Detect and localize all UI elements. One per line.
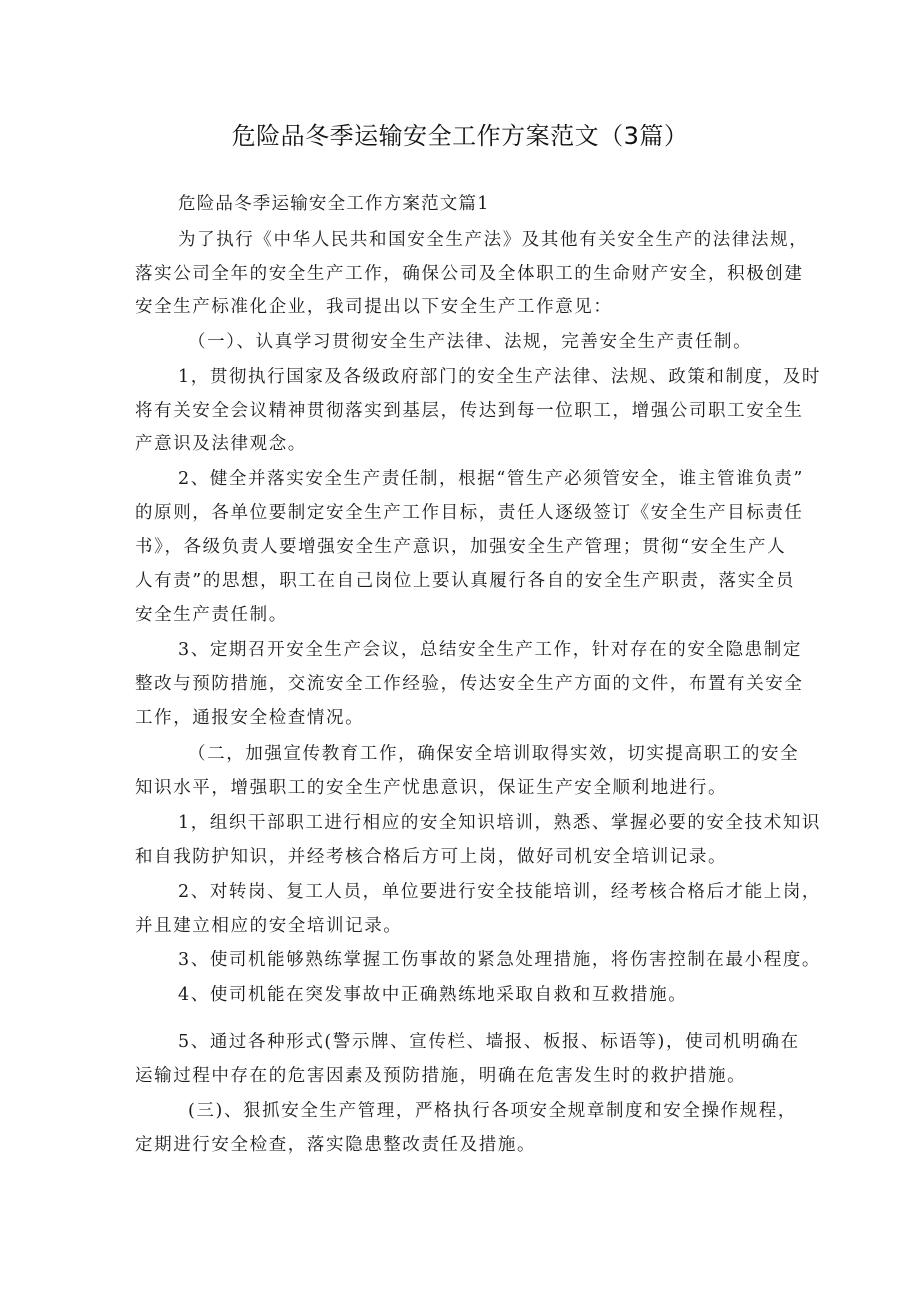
section-heading: 危险品冬季运输安全工作方案范文篇1 [178,194,490,214]
paragraph-line: 运输过程中存在的危害因素及预防措施，明确在危害发生时的救护措施。 [135,1066,747,1086]
paragraph-line: 安全生产责任制。 [135,605,288,625]
paragraph-line: 为了执行《中华人民共和国安全生产法》及其他有关安全生产的法律法规， [178,230,809,250]
paragraph-line: 整改与预防措施，交流安全工作经验，传达安全生产方面的文件，布置有关安全 [135,674,804,694]
paragraph-line: 书》，各级负责人要增强安全生产意识，加强安全生产管理；贯彻“安全生产人 [135,537,787,557]
paragraph-line: 3、定期召开安全生产会议，总结安全生产工作，针对存在的安全隐患制定 [178,640,802,660]
paragraph-line: 和自我防护知识，并经考核合格后方可上岗，做好司机安全培训记录。 [135,847,728,867]
paragraph-line: 2、健全并落实安全生产责任制，根据“管生产必须管安全，谁主管谁负责” [178,469,804,489]
paragraph-line: 将有关安全会议精神贯彻落实到基层，传达到每一位职工，增强公司职工安全生 [135,401,804,421]
paragraph-line: 知识水平，增强职工的安全生产忧患意识，保证生产安全顺利地进行。 [135,778,728,798]
paragraph-line: 4、使司机能在突发事故中正确熟练地采取自救和互救措施。 [178,985,688,1005]
paragraph-line: 3、使司机能够熟练掌握工伤事故的紧急处理措施，将伤害控制在最小程度。 [178,950,822,970]
paragraph-line: 的原则，各单位要制定安全生产工作目标，责任人逐级签订《安全生产目标责任 [135,503,804,523]
paragraph-line: 落实公司全年的安全生产工作，确保公司及全体职工的生命财产安全，积极创建 [135,264,804,284]
paragraph-line: 工作，通报安全检查情况。 [135,708,365,728]
paragraph-line: 1，贯彻执行国家及各级政府部门的安全生产法律、法规、政策和制度，及时 [178,367,822,387]
paragraph-line: 5、通过各种形式(警示牌、宣传栏、墙报、板报、标语等)，使司机明确在 [178,1032,800,1052]
section-heading: (三)、狠抓安全生产管理，严格执行各项安全规章制度和安全操作规程， [188,1101,797,1121]
section-heading: （二，加强宣传教育工作，确保安全培训取得实效，切实提高职工的安全 [188,744,800,764]
paragraph-line: 产意识及法律观念。 [135,434,307,454]
paragraph-line: 定期进行安全检查，落实隐患整改责任及措施。 [135,1135,537,1155]
section-heading: （一）、认真学习贯彻安全生产法律、法规，完善安全生产责任制。 [188,332,753,352]
document-title: 危险品冬季运输安全工作方案范文（3篇） [231,122,689,150]
paragraph-line: 安全生产标准化企业，我司提出以下安全生产工作意见： [135,297,613,317]
paragraph-line: 2、对转岗、复工人员，单位要进行安全技能培训，经考核合格后才能上岗， [178,882,822,902]
paragraph-line: 1，组织干部职工进行相应的安全知识培训，熟悉、掌握必要的安全技术知识 [178,813,822,833]
paragraph-line: 人有责”的思想，职工在自己岗位上要认真履行各自的安全生产职责，落实全员 [135,571,795,591]
paragraph-line: 并且建立相应的安全培训记录。 [135,916,403,936]
